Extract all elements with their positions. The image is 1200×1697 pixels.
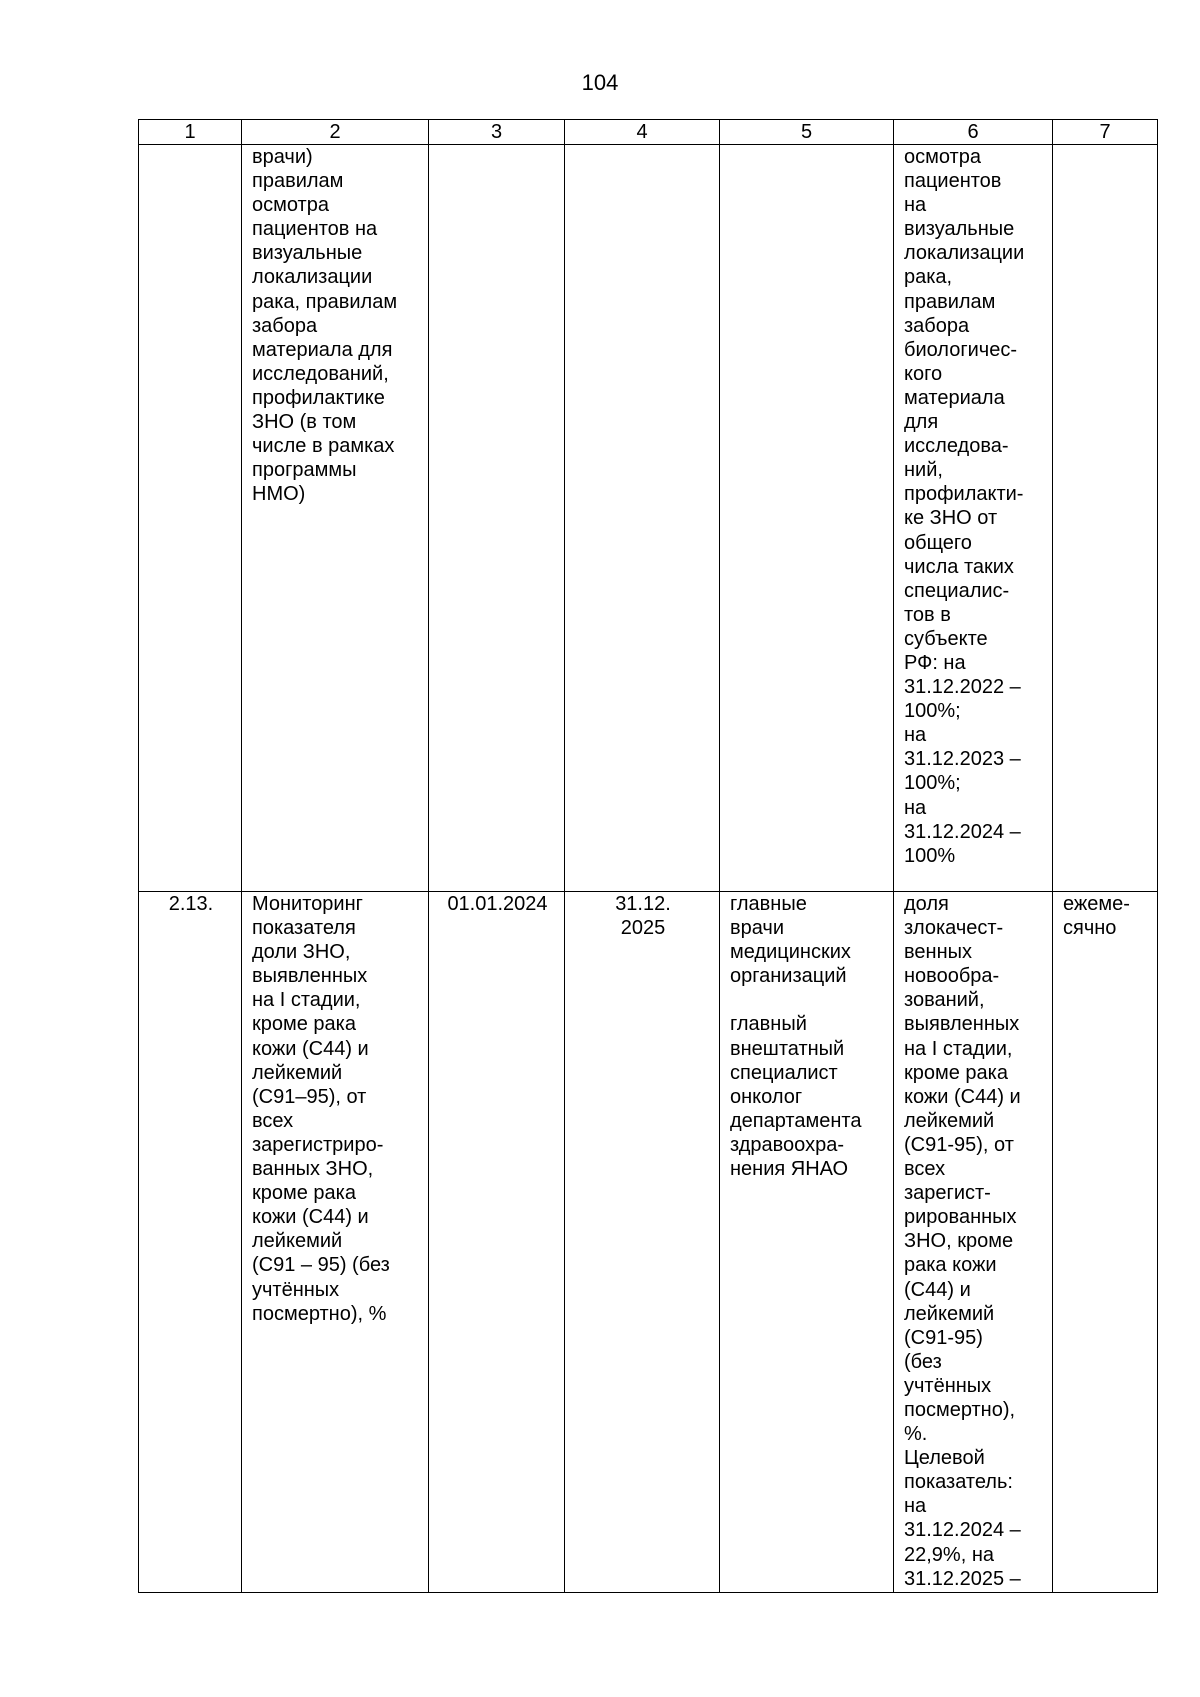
end-date-cell (565, 145, 720, 892)
header-row (139, 120, 1158, 145)
start-date-cell: 01.01.2024 (429, 892, 565, 1593)
column-header-3: 3 (429, 120, 565, 145)
responsible-cell (720, 145, 894, 892)
result-indicator-cell: доля злокачест- венных новообра- зований, выявленных на I стадии, кроме рака кожи (С44) и лейкемий (С91-95), от всех зарегист- рированных ЗНО, кроме рака кожи (С44) и лейкемий (С91-95) (без учтённых посмертно), %. Целевой показатель: на 31.12.2024 – 22,9%, на 31.12.2025 – (894, 892, 1053, 1593)
frequency-cell: ежеме- сячно (1053, 892, 1158, 1593)
column-header-5: 5 (720, 120, 894, 145)
row-number-cell (139, 145, 242, 892)
responsible-cell: главные врачи медицинских организаций главный внештатный специалист онколог департамента здравоохра- нения ЯНАО (720, 892, 894, 1593)
table-row (139, 892, 1158, 1593)
frequency-cell (1053, 145, 1158, 892)
column-header-4: 4 (565, 120, 720, 145)
column-header-1: 1 (139, 120, 242, 145)
measures-table (138, 119, 1158, 1593)
table-row (139, 145, 1158, 892)
page-number: 104 (581, 70, 619, 95)
measure-name-cell: врачи) правилам осмотра пациентов на визуальные локализации рака, правилам забора материала для исследований, профилактике ЗНО (в том числе в рамках программы НМО) (242, 145, 429, 892)
row-number-cell: 2.13. (139, 892, 242, 1593)
column-header-2: 2 (242, 120, 429, 145)
start-date-cell (429, 145, 565, 892)
measure-name-cell: Мониторинг показателя доли ЗНО, выявленных на I стадии, кроме рака кожи (С44) и лейкемий (С91–95), от всех зарегистриро- ванных ЗНО, кроме рака кожи (С44) и лейкемий (С91 – 95) (без учтённых посмертно), % (242, 892, 429, 1593)
result-indicator-cell: осмотра пациентов на визуальные локализации рака, правилам забора биологичес- кого материала для исследова- ний, профилакти- ке ЗНО от общего числа таких специалис- тов в субъекте РФ: на 31.12.2022 – 100%; на 31.12.2023 – 100%; на 31.12.2024 – 100% (894, 145, 1053, 892)
end-date-cell: 31.12. 2025 (565, 892, 720, 1593)
column-header-7: 7 (1053, 120, 1158, 145)
column-header-6: 6 (894, 120, 1053, 145)
